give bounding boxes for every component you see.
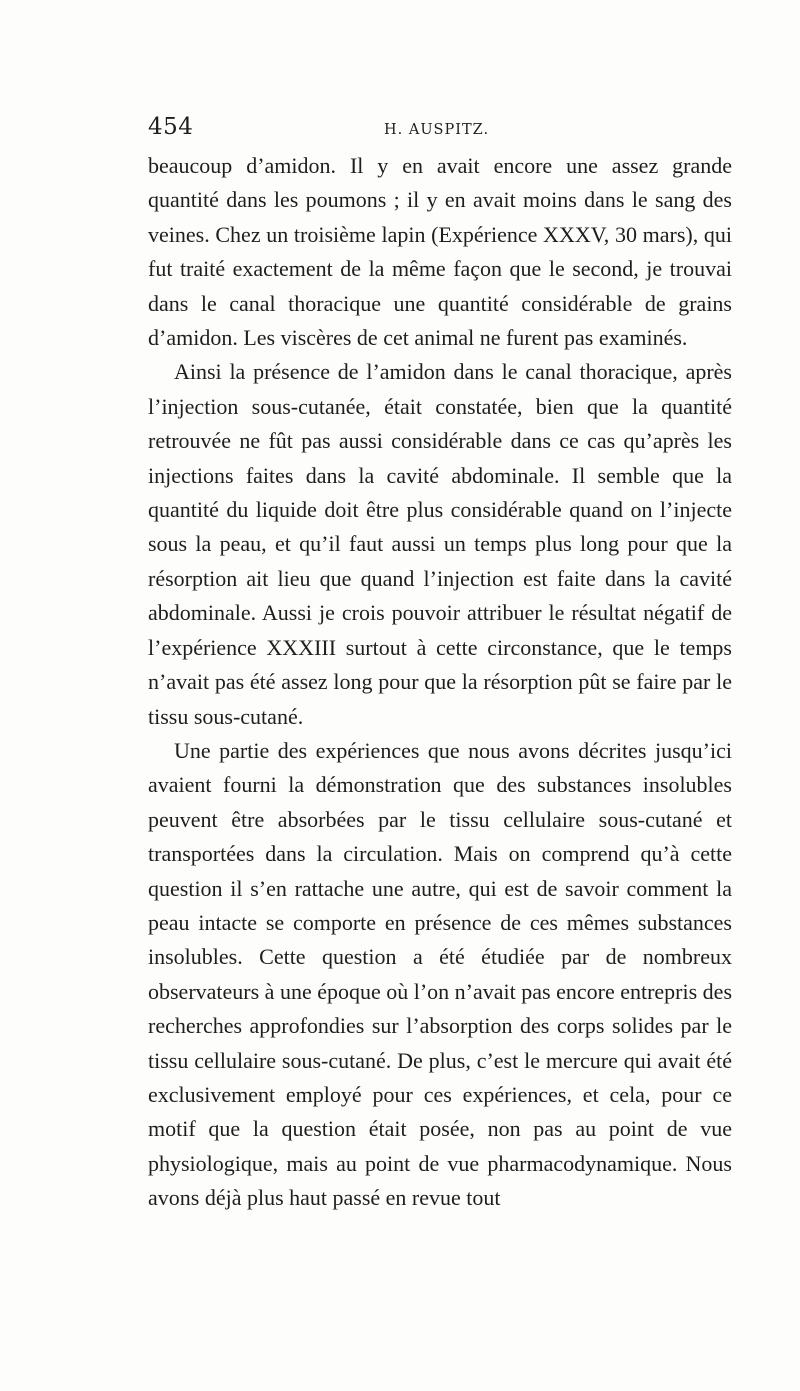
paragraph: Ainsi la présence de l’amidon dans le canal thoracique, après l’injection sous-cutanée, était constatée, bien que la quantité retrouvée ne fût pas aussi considérable dans ce cas qu’après les injections faites dans la cavité abdominale. Il semble que la quantité du liquide doit être plus considérable quand on l’injecte sous la peau, et qu’il faut aussi un temps plus long pour que la résorption ait lieu que quand l’injection est faite dans la cavité abdominale. Aussi je crois pouvoir attribuer le résultat négatif de l’expérience XXXIII surtout à cette circonstance, que le temps n’avait pas été assez long pour que la résorption pût se faire par le tissu sous-cutané. (148, 359, 732, 729)
paragraph: Une partie des expériences que nous avons décrites jusqu’ici avaient fourni la démonstration que des substances insolubles peuvent être absorbées par le tissu cellulaire sous-cutané et transportées dans la circulation. Mais on comprend qu’à cette question il s’en rattache une autre, qui est de savoir comment la peau intacte se comporte en présence de ces mêmes substances insolubles. Cette question a été étudiée par de nombreux observateurs à une époque où l’on n’avait pas encore entrepris des recherches approfondies sur l’absorption des corps solides par le tissu cellulaire sous-cutané. De plus, c’est le mercure qui avait été exclusivement employé pour ces expériences, et cela, pour ce motif que la question était posée, non pas au point de vue physiologique, mais au point de vue pharmacodynamique. Nous avons déjà plus haut passé en revue tout (148, 737, 732, 1211)
page-number: 454 (148, 114, 194, 140)
page-header (148, 114, 738, 148)
running-head: H. AUSPITZ. (384, 122, 490, 138)
paragraph-continuation: beaucoup d’amidon. Il y en avait encore une assez grande quantité dans les poumons ; il y en avait moins dans le sang des veines. Chez un troisième lapin (Expérience XXXV, 30 mars), qui fut traité exactement de la même façon que le second, je trouvai dans le canal thoracique une quantité considérable de grains d’amidon. Les viscères de cet animal ne furent pas examinés. (148, 153, 732, 351)
body-text (148, 149, 732, 1216)
